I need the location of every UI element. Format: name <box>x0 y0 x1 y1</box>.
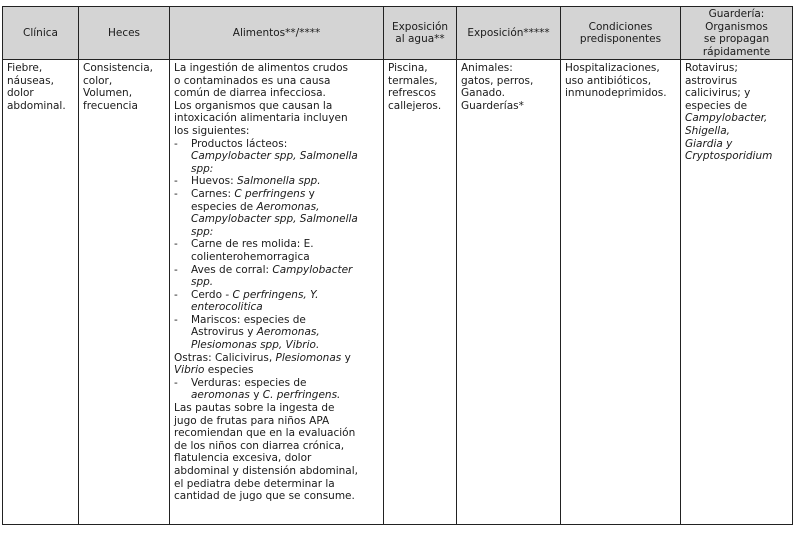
text-fragment: Carnes: <box>191 187 235 200</box>
cell-exposicion <box>457 60 561 525</box>
text-line: Cryptosporidium <box>685 150 773 163</box>
header-line: Condiciones <box>588 20 653 33</box>
list-item-mariscos <box>174 314 380 327</box>
cell-condiciones <box>561 60 681 525</box>
text-line: Consistencia, <box>83 62 153 74</box>
text-line: Hospitalizaciones, <box>565 62 660 74</box>
text-fragment: y <box>305 187 315 200</box>
text-line: dolor <box>7 87 34 100</box>
text-line: flatulencia excesiva, dolor <box>174 452 312 465</box>
header-line: Guardería: <box>708 8 765 20</box>
cell-guarderia <box>681 60 793 525</box>
text-line: común de diarrea infecciosa. <box>174 87 326 100</box>
text-line <box>174 201 380 214</box>
text-fragment: C perfringens, Y. <box>232 288 319 301</box>
text-line: Los organismos que causan la <box>174 99 333 112</box>
text-line: Animales: <box>461 62 513 74</box>
text-line: o contaminados es una causa <box>174 74 331 87</box>
text-line: Giardia y <box>685 137 733 150</box>
list-dash: - <box>174 175 178 188</box>
header-heces: Heces <box>79 7 170 60</box>
cell-alimentos <box>170 60 384 525</box>
list-dash: - <box>174 187 178 200</box>
text-line <box>174 389 380 402</box>
text-line: jugo de frutas para niños APA <box>174 414 330 427</box>
text-line: spp: <box>191 162 214 175</box>
text-fragment: Aeromonas, <box>256 200 320 213</box>
text-fragment: Plesiomonas <box>275 351 342 364</box>
text-line: calicivirus; y <box>685 87 751 100</box>
text-line: intoxicación alimentaria incluyen <box>174 112 348 125</box>
header-clinica: Clínica <box>3 7 79 60</box>
list-dash: - <box>174 288 178 301</box>
header-exposicion: Exposición***** <box>457 7 561 60</box>
text-line: Rotavirus; <box>685 62 738 74</box>
text-fragment: Huevos: <box>191 175 237 188</box>
list-item-carnes <box>174 188 380 201</box>
content-row <box>3 60 793 525</box>
text-line: enterocolitica <box>191 301 263 314</box>
cell-heces <box>79 60 170 525</box>
header-line: Exposición <box>391 20 449 33</box>
text-line: termales, <box>388 74 438 87</box>
text-fragment: Ostras: Calicivirus, <box>174 351 276 364</box>
text-line: Plesiomonas spp, Vibrio. <box>191 339 320 352</box>
diarrhea-evaluation-table <box>2 6 793 525</box>
text-line: astrovirus <box>685 74 738 87</box>
text-line: Shigella, <box>685 124 730 137</box>
text-line: abdominal y distensión abdominal, <box>174 465 358 477</box>
text-fragment: especies <box>204 364 254 377</box>
text-line <box>174 364 380 377</box>
header-line: al agua** <box>395 33 445 45</box>
text-line: de los niños con diarrea crónica, <box>174 439 345 452</box>
text-line: refrescos <box>388 87 436 100</box>
list-item-huevos <box>174 175 380 188</box>
text-fragment: Aves de corral: <box>191 263 273 276</box>
header-exposicion-agua <box>384 7 457 60</box>
header-guarderia <box>681 7 793 60</box>
text-fragment: Aeromonas, <box>256 326 320 339</box>
text-line: recomiendan que en la evaluación <box>174 427 356 440</box>
text-line: los siguientes: <box>174 124 250 137</box>
header-line: Organismos <box>705 20 768 33</box>
text-line: Las pautas sobre la ingesta de <box>174 402 335 415</box>
cell-clinica <box>3 60 79 525</box>
list-item-aves <box>174 264 380 277</box>
text-line: callejeros. <box>388 99 442 112</box>
text-fragment: C perfringens <box>234 187 306 200</box>
text-line: Campylobacter spp, Salmonella <box>191 213 358 226</box>
text-line: colienterohemorragica <box>191 250 310 263</box>
list-item-cerdo <box>174 289 380 302</box>
text-line: spp: <box>191 225 214 238</box>
text-line: especies de <box>685 99 748 112</box>
text-line: inmunodeprimidos. <box>565 87 667 100</box>
text-fragment: C. perfringens. <box>262 389 341 402</box>
text-fragment: especies de <box>191 200 257 213</box>
list-dash: - <box>174 137 178 150</box>
text-line: La ingestión de alimentos crudos <box>174 62 348 74</box>
text-line: cantidad de jugo que se consume. <box>174 490 355 503</box>
text-fragment: Vibrio <box>174 364 205 377</box>
text-line <box>174 326 380 339</box>
text-fragment: Carne de res molida: E. <box>191 238 314 251</box>
list-dash: - <box>174 263 178 276</box>
text-line: Fiebre, <box>7 62 43 74</box>
text-fragment: y <box>341 351 351 364</box>
text-line: Piscina, <box>388 62 428 74</box>
text-fragment: Mariscos: especies de <box>191 313 306 326</box>
text-fragment: Cerdo - <box>191 288 233 301</box>
text-line: spp. <box>191 276 214 289</box>
text-fragment: Verduras: especies de <box>191 376 307 389</box>
text-line: Guarderías* <box>461 99 524 112</box>
text-line: abdominal. <box>7 99 66 112</box>
text-line: Campylobacter spp, Salmonella <box>191 150 358 163</box>
list-dash: - <box>174 376 178 389</box>
header-line: se propagan <box>703 33 770 45</box>
text-line: el pediatra debe determinar la <box>174 477 335 490</box>
text-line: uso antibióticos, <box>565 74 652 87</box>
text-fragment: Astrovirus y <box>191 326 257 339</box>
list-dash: - <box>174 238 178 251</box>
text-fragment: Productos lácteos: <box>191 137 288 150</box>
text-line: Volumen, <box>83 87 133 100</box>
text-line: frecuencia <box>83 99 138 112</box>
list-item-lacteos <box>174 138 380 151</box>
text-line: gatos, perros, <box>461 74 534 87</box>
text-fragment: y <box>249 389 263 402</box>
header-row <box>3 7 793 60</box>
list-item-carne-molida <box>174 238 380 251</box>
text-line: Ganado. <box>461 87 505 100</box>
header-line: predisponentes <box>579 33 662 45</box>
list-dash: - <box>174 313 178 326</box>
text-fragment: aeromonas <box>191 389 250 402</box>
list-item-verduras <box>174 377 380 390</box>
cell-exposicion-agua <box>384 60 457 525</box>
header-line: rápidamente <box>702 45 771 58</box>
text-line: color, <box>83 74 113 87</box>
header-alimentos: Alimentos**/**** <box>170 7 384 60</box>
text-line: Campylobacter, <box>685 112 768 125</box>
text-fragment: Salmonella spp. <box>237 175 321 188</box>
text-line: náuseas, <box>7 74 54 87</box>
header-condiciones <box>561 7 681 60</box>
text-fragment: Campylobacter <box>272 263 353 276</box>
text-line-ostras <box>174 352 380 365</box>
